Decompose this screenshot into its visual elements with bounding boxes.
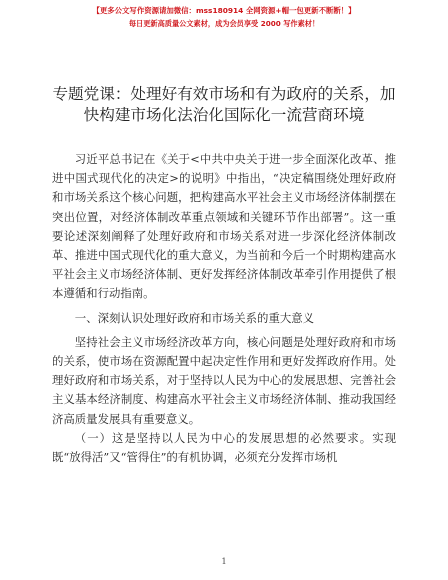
- document-body: [52, 150, 396, 467]
- document-title: 专题党课：处理好有效市场和有为政府的关系，加快构建市场化法治化国际化一流营商环境: [52, 85, 396, 124]
- promo-line-2: 每日更新高质量公文素材，成为会员享受 2000 写作素材！: [128, 19, 320, 28]
- paragraph-subsection-1: （一）这是坚持以人民为中心的发展思想的必然要求。实现既“放得活”又“管得住”的有机协调，必须充分发挥市场机: [52, 430, 396, 465]
- page-number: 1: [221, 557, 227, 566]
- paragraph-section-1: 坚持社会主义市场经济改革方向，核心问题是处理好政府和市场的关系，使市场在资源配置中起决定性作用和更好发挥政府作用。处理好政府和市场关系，对于坚持以人民为中心的发展思想、完善社会主义基本经济制度、构建高水平社会主义市场经济体制、推动我国经济高质量发展具有重要意义。: [52, 334, 396, 426]
- paragraph-intro: 习近平总书记在《关于<中共中央关于进一步全面深化改革、推进中国式现代化的决定>的说明》中指出，“决定稿围绕处理好政府和市场关系这个核心问题，把构建高水平社会主义市场经济体制摆在突出位置，对经济体制改革重点领域和关键环节作出部署”。这一重要论述深刻阐释了处理好政府和市场关系对进一步深化经济体制改革、推进中国式现代化的重大意义，为当前和今后一个时期构建高水平社会主义市场经济体制、更好发挥经济体制改革牵引作用提供了根本遵循和行动指南。: [52, 152, 396, 301]
- section-heading-1: 一、深刻认识处理好政府和市场关系的重大意义: [74, 310, 315, 325]
- promo-banner: [0, 4, 448, 30]
- promo-line-1: 【更多公文写作资源请加微信：mss180914 全网资源+帽一包更新不断断！】: [92, 6, 356, 15]
